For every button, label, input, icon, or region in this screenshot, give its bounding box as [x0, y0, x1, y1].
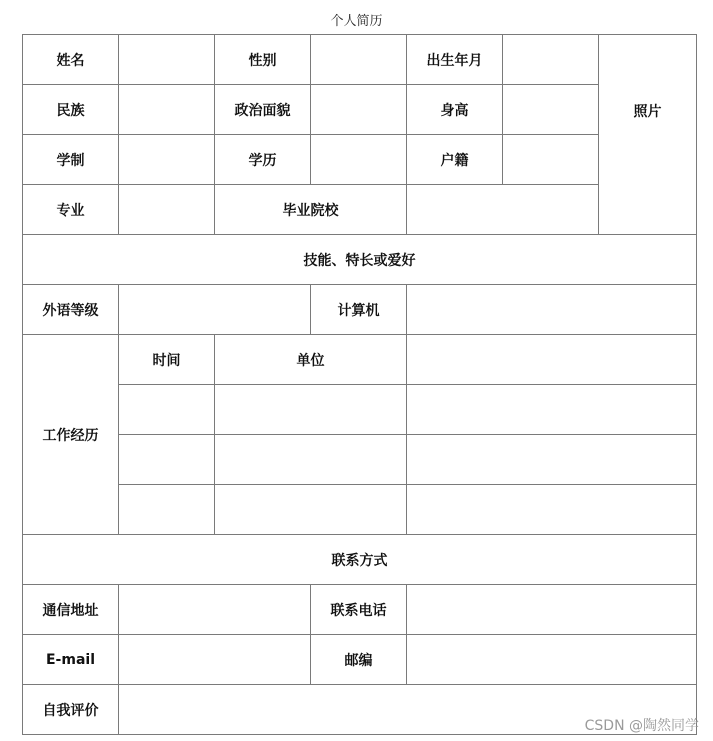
label-height: 身高 — [407, 85, 503, 135]
label-email: E-mail — [23, 635, 119, 685]
cell-work-time[interactable] — [119, 435, 215, 485]
cell-birth-value[interactable] — [503, 35, 599, 85]
cell-graduate-school-value[interactable] — [407, 185, 599, 235]
cell-name-value[interactable] — [119, 35, 215, 85]
label-graduate-school: 毕业院校 — [215, 185, 407, 235]
label-photo: 照片 — [633, 103, 662, 120]
cell-work-extra-header[interactable] — [407, 335, 697, 385]
row-skills — [23, 285, 697, 335]
cell-work-extra[interactable] — [407, 435, 697, 485]
cell-work-employer[interactable] — [215, 385, 407, 435]
cell-address-value[interactable] — [119, 585, 311, 635]
cell-phone-value[interactable] — [407, 585, 697, 635]
row-basic-1 — [23, 35, 697, 85]
cell-political-status-value[interactable] — [311, 85, 407, 135]
cell-postcode-value[interactable] — [407, 635, 697, 685]
label-education-system: 学制 — [23, 135, 119, 185]
cell-computer-value[interactable] — [407, 285, 697, 335]
row-skills-header — [23, 235, 697, 285]
label-birth: 出生年月 — [407, 35, 503, 85]
label-computer: 计算机 — [311, 285, 407, 335]
cell-height-value[interactable] — [503, 85, 599, 135]
row-work-header — [23, 335, 697, 385]
label-phone: 联系电话 — [311, 585, 407, 635]
label-major: 专业 — [23, 185, 119, 235]
cell-work-employer[interactable] — [215, 485, 407, 535]
row-basic-4 — [23, 185, 697, 235]
label-work-experience: 工作经历 — [23, 335, 119, 535]
label-education: 学历 — [215, 135, 311, 185]
row-work-1 — [23, 385, 697, 435]
watermark: CSDN @陶然同学 — [584, 718, 699, 734]
label-political-status: 政治面貌 — [215, 85, 311, 135]
photo-cell[interactable] — [599, 35, 697, 235]
label-postcode: 邮编 — [311, 635, 407, 685]
cell-work-extra[interactable] — [407, 485, 697, 535]
cell-foreign-language-value[interactable] — [119, 285, 311, 335]
label-household: 户籍 — [407, 135, 503, 185]
row-work-2 — [23, 435, 697, 485]
section-contact: 联系方式 — [23, 535, 697, 585]
label-ethnicity: 民族 — [23, 85, 119, 135]
cell-email-value[interactable] — [119, 635, 311, 685]
cell-education-system-value[interactable] — [119, 135, 215, 185]
row-contact-header — [23, 535, 697, 585]
cell-work-time[interactable] — [119, 485, 215, 535]
row-basic-3 — [23, 135, 697, 185]
resume-table — [22, 34, 697, 735]
label-self-evaluation: 自我评价 — [23, 685, 119, 735]
cell-household-value[interactable] — [503, 135, 599, 185]
row-work-3 — [23, 485, 697, 535]
page-title: 个人简历 — [330, 14, 383, 29]
label-name: 姓名 — [23, 35, 119, 85]
cell-ethnicity-value[interactable] — [119, 85, 215, 135]
cell-work-time[interactable] — [119, 385, 215, 435]
label-time: 时间 — [119, 335, 215, 385]
cell-work-extra[interactable] — [407, 385, 697, 435]
label-address: 通信地址 — [23, 585, 119, 635]
label-employer: 单位 — [215, 335, 407, 385]
row-contact-2 — [23, 635, 697, 685]
cell-education-value[interactable] — [311, 135, 407, 185]
label-gender: 性别 — [215, 35, 311, 85]
cell-work-employer[interactable] — [215, 435, 407, 485]
cell-major-value[interactable] — [119, 185, 215, 235]
row-contact-1 — [23, 585, 697, 635]
section-skills: 技能、特长或爱好 — [23, 235, 697, 285]
row-basic-2 — [23, 85, 697, 135]
label-foreign-language: 外语等级 — [23, 285, 119, 335]
cell-gender-value[interactable] — [311, 35, 407, 85]
